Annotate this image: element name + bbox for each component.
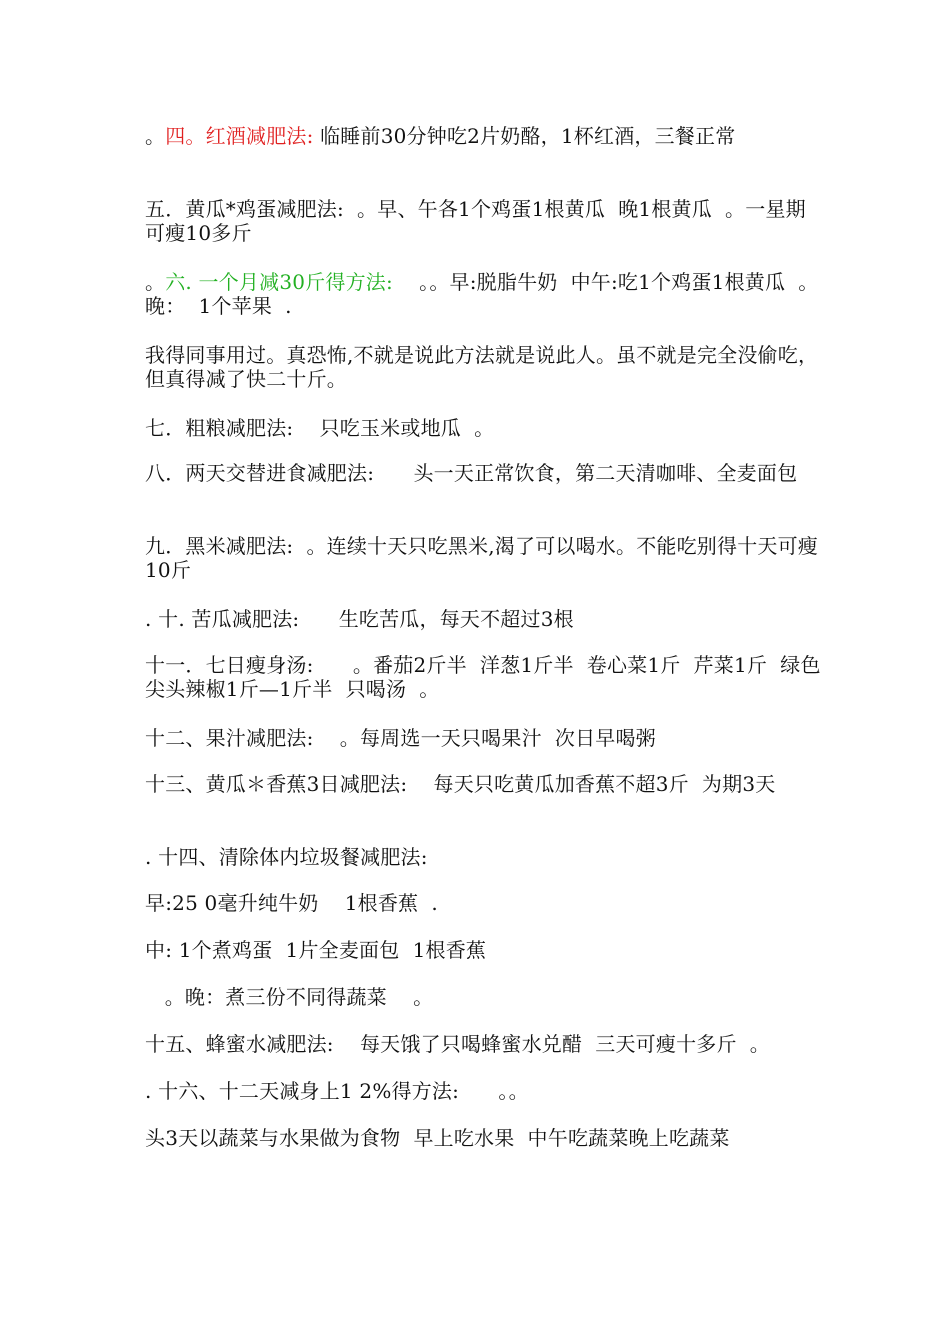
paragraph-method-14-lunch — [145, 938, 825, 962]
paragraph-body: 十三、黄瓜＊香蕉3日减肥法: 每天只吃黄瓜加香蕉不超3斤 为期3天 — [145, 772, 776, 796]
paragraph-body: 八．两天交替进食减肥法: 头一天正常饮食，第二天清咖啡、全麦面包 — [145, 461, 798, 485]
heading-one-month-method: 六. 一个月减30斤得方法: — [165, 270, 393, 294]
paragraph-body: 七．粗粮减肥法: 只吃玉米或地瓜 。 — [145, 416, 495, 440]
paragraph-body: . 十六、十二天减身上1 2%得方法: 。。 — [145, 1079, 529, 1103]
paragraph-method-6 — [145, 270, 825, 318]
paragraph-body: 。晚：煮三份不同得蔬菜 。 — [145, 985, 434, 1009]
paragraph-method-7 — [145, 416, 825, 440]
paragraph-method-14-title — [145, 845, 825, 869]
paragraph-body: 我得同事用过。真恐怖,不就是说此方法就是说此人。虽不就是完全没偷吃，但真得减了快二十斤。 — [145, 343, 819, 391]
paragraph-body: 十二、果汁减肥法: 。每周选一天只喝果汁 次日早喝粥 — [145, 726, 656, 750]
paragraph-body: 早:25 0毫升纯牛奶 1根香蕉 . — [145, 891, 438, 915]
paragraph-body: 十五、蜂蜜水减肥法: 每天饿了只喝蜂蜜水兑醋 三天可瘦十多斤 。 — [145, 1032, 770, 1056]
paragraph-method-9 — [145, 534, 825, 582]
paragraph-body: . 十四、清除体内垃圾餐减肥法: — [145, 845, 428, 869]
paragraph-method-14-dinner — [145, 985, 825, 1009]
paragraph-method-10 — [145, 607, 825, 631]
paragraph-method-5 — [145, 197, 825, 245]
paragraph-body: 中: 1个煮鸡蛋 1片全麦面包 1根香蕉 — [145, 938, 487, 962]
paragraph-body: 五．黄瓜*鸡蛋减肥法: 。早、午各1个鸡蛋1根黄瓜 晚1根黄瓜 。一星期可瘦10多斤 — [145, 197, 806, 245]
paragraph-method-16-body — [145, 1126, 825, 1150]
paragraph-prefix: 。 — [145, 270, 166, 294]
paragraph-body: . 十. 苦瓜减肥法: 生吃苦瓜，每天不超过3根 — [145, 607, 574, 631]
paragraph-body: 临睡前30分钟吃2片奶酪，1杯红酒，三餐正常 — [313, 124, 736, 148]
paragraph-body: 。。早:脱脂牛奶 中午:吃1个鸡蛋1根黄瓜 。晚： 1个苹果 . — [145, 270, 819, 318]
paragraph-method-15 — [145, 1032, 825, 1056]
paragraph-method-12 — [145, 726, 825, 750]
paragraph-method-8 — [145, 461, 825, 485]
heading-red-wine-method: 四。红酒减肥法: — [165, 124, 314, 148]
paragraph-body: 头3天以蔬菜与水果做为食物 早上吃水果 中午吃蔬菜晚上吃蔬菜 — [145, 1126, 730, 1150]
paragraph-method-16-title — [145, 1079, 825, 1103]
paragraph-method-11 — [145, 653, 825, 701]
paragraph-body: 九．黑米减肥法: 。连续十天只吃黑米,渴了可以喝水。不能吃别得十天可瘦10斤 — [145, 534, 819, 582]
paragraph-testimonial — [145, 343, 825, 391]
paragraph-method-13 — [145, 772, 825, 796]
paragraph-prefix: 。 — [145, 124, 166, 148]
paragraph-body: 十一．七日瘦身汤: 。番茄2斤半 洋葱1斤半 卷心菜1斤 芹菜1斤 绿色尖头辣椒1斤—1斤半 只喝汤 。 — [145, 653, 821, 701]
paragraph-method-14-breakfast — [145, 891, 825, 915]
paragraph-method-4 — [145, 124, 825, 148]
